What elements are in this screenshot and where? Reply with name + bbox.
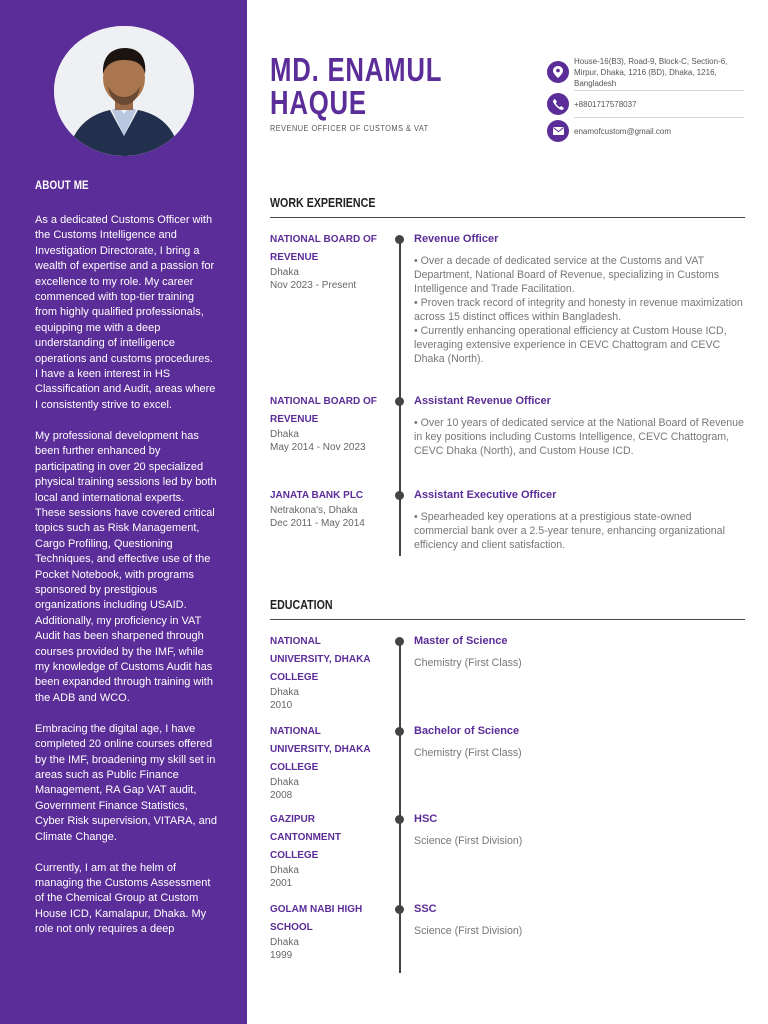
job-description [414, 416, 745, 458]
job-description [414, 254, 745, 366]
job-bullet: • Spearheaded key operations at a prestigious state-owned commercial bank over a 2.5-year tenure, enhancing organizational efficiency and client satisfaction. [414, 511, 725, 551]
education-rule [270, 619, 745, 620]
institution-name: NATIONAL UNIVERSITY, DHAKA COLLEGE [270, 636, 371, 683]
avatar [54, 26, 194, 156]
degree-name: Bachelor of Science [414, 725, 520, 737]
graduation-year: 2010 [270, 699, 293, 711]
degree-detail: Science (First Division) [414, 835, 523, 847]
name-line-1: MD. ENAMUL [270, 51, 443, 88]
employer-name: JANATA BANK PLC [270, 490, 364, 501]
contact-divider [574, 117, 744, 118]
address-text: House-16(B3), Road-9, Block-C, Section-6, Mirpur, Dhaka, 1216 (BD), Dhaka, 1216, Bangladesh [574, 57, 728, 88]
mail-icon [547, 120, 569, 142]
profile-photo [54, 26, 194, 156]
contact-address [547, 57, 744, 89]
candidate-name [270, 53, 442, 119]
employer-location: Dhaka [270, 267, 299, 278]
location-pin-icon [547, 61, 569, 83]
timeline-dot [395, 815, 404, 824]
phone-icon [547, 93, 569, 115]
job-bullet: • Over 10 years of dedicated service at the National Board of Revenue in key positions including Customs Intelligence, CEVC Chattogram, CEVC Dhaka (North), and Custom House ICD. [414, 417, 744, 457]
degree-detail: Science (First Division) [414, 925, 523, 937]
employment-dates: Nov 2023 - Present [270, 279, 357, 291]
timeline-dot [395, 491, 404, 500]
job-bullet: • Over a decade of dedicated service at the Customs and VAT Department, National Board of Revenue, specializing in Customs Intelligence and Trade Facilitation. [414, 255, 720, 295]
sidebar [0, 0, 247, 1024]
employer-name: NATIONAL BOARD OF REVENUE [270, 396, 377, 425]
about-paragraph: As a dedicated Customs Officer with the Customs Intelligence and Investigation Directorate, I bring a wealth of expertise and a passion for excellence to my role. My career commenced with top-tier training from highly qualified professionals, equipping me with a deep understanding of intelligence operations and customs procedures. I have a keen interest in HS Classification and Audit, areas where I consistently strive to excel. [35, 214, 216, 411]
job-role: Assistant Revenue Officer [414, 395, 551, 407]
timeline-dot [395, 727, 404, 736]
work-experience-heading: WORK EXPERIENCE [270, 195, 376, 210]
degree-name: Master of Science [414, 635, 508, 647]
phone-text[interactable]: +8801717578037 [574, 100, 637, 109]
employer-location: Netrakona's, Dhaka [270, 505, 358, 516]
graduation-year: 2008 [270, 789, 293, 801]
education-timeline-line [399, 640, 401, 973]
employer-name: NATIONAL BOARD OF REVENUE [270, 234, 377, 263]
job-title: REVENUE OFFICER OF CUSTOMS & VAT [270, 123, 429, 133]
degree-detail: Chemistry (First Class) [414, 747, 522, 759]
institution-location: Dhaka [270, 937, 299, 948]
institution-location: Dhaka [270, 687, 299, 698]
job-role: Revenue Officer [414, 233, 499, 245]
institution-name: NATIONAL UNIVERSITY, DHAKA COLLEGE [270, 726, 371, 773]
contact-email [547, 120, 744, 142]
graduation-year: 2001 [270, 877, 293, 889]
employment-dates: Dec 2011 - May 2014 [270, 517, 365, 529]
job-bullet: • Currently enhancing operational efficiency at Custom House ICD, leveraging extensive experience in CEVC Chattogram and CEVC Dhaka (North). [414, 325, 727, 365]
about-me-heading: ABOUT ME [35, 178, 89, 192]
institution-location: Dhaka [270, 865, 299, 876]
contact-divider [574, 90, 744, 91]
about-paragraph: Currently, I am at the helm of managing the Customs Assessment of the Chemical Group at Custom House ICD, Kamalapur, Dhaka. My role not only requires a deep [35, 861, 211, 936]
job-description [414, 510, 745, 552]
job-role: Assistant Executive Officer [414, 489, 557, 501]
email-text[interactable]: enamofcustom@gmail.com [574, 127, 672, 136]
timeline-dot [395, 637, 404, 646]
degree-name: HSC [414, 813, 438, 825]
contact-phone [547, 93, 744, 115]
about-paragraph: Embracing the digital age, I have completed 20 online courses offered by the IMF, broadening my skill set in areas such as Public Finance Management, RA Gap VAT audit, Government Finance Statistics, Cyber Risk supervision, VITARA, and Climate Change. [35, 722, 217, 843]
graduation-year: 1999 [270, 949, 293, 961]
degree-name: SSC [414, 903, 437, 915]
job-bullet: • Proven track record of integrity and honesty in revenue maximization across 15 distinct offices within Bangladesh. [414, 297, 743, 323]
timeline-dot [395, 905, 404, 914]
institution-location: Dhaka [270, 777, 299, 788]
education-heading: EDUCATION [270, 597, 333, 612]
timeline-dot [395, 235, 404, 244]
employment-dates: May 2014 - Nov 2023 [270, 441, 366, 453]
institution-name: GAZIPUR CANTONMENT COLLEGE [270, 814, 341, 861]
about-me-text [35, 213, 217, 953]
work-experience-rule [270, 217, 745, 218]
institution-name: GOLAM NABI HIGH SCHOOL [270, 904, 363, 933]
name-line-2: HAQUE [270, 84, 367, 121]
timeline-dot [395, 397, 404, 406]
degree-detail: Chemistry (First Class) [414, 657, 522, 669]
about-paragraph: My professional development has been further enhanced by participating in over 20 specialized physical training sessions led by both local and international experts. These sessions have covered critical topics such as Risk Management, Cargo Profiling, Questioning Techniques, and effective use of the Pocket Notebook, with programs sponsored by prestigious organizations including USAID. Additionally, my proficiency in VAT Audit has been sharpened through courses provided by the IMF, while my knowledge of Customs Audit has been expanded through training with the ADB and WCO. [35, 429, 217, 704]
employer-location: Dhaka [270, 429, 299, 440]
